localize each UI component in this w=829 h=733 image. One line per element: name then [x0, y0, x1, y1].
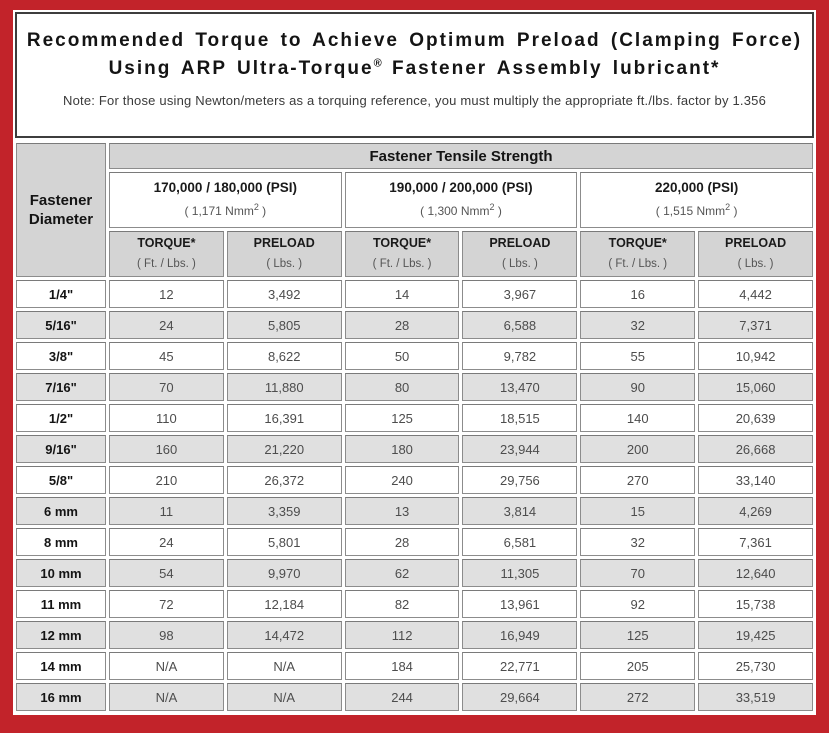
diameter-cell: 16 mm	[16, 683, 106, 711]
value-cell: 11,880	[227, 373, 342, 401]
table-row	[16, 621, 813, 649]
value-cell: 26,668	[698, 435, 813, 463]
value-cell: 15	[580, 497, 695, 525]
registered-trademark-symbol: ®	[373, 57, 382, 70]
value-cell: 70	[580, 559, 695, 587]
value-cell: 11	[109, 497, 224, 525]
preload-column-header: PRELOAD ( Lbs. )	[698, 231, 813, 277]
value-cell: 50	[345, 342, 460, 370]
diameter-cell: 1/2"	[16, 404, 106, 432]
value-cell: 24	[109, 311, 224, 339]
psi-group-190-200: 190,000 / 200,000 (PSI) ( 1,300 Nmm$^2$ )	[345, 172, 578, 228]
table-row	[16, 373, 813, 401]
value-cell: 13,470	[462, 373, 577, 401]
value-cell: 12,640	[698, 559, 813, 587]
value-cell: 11,305	[462, 559, 577, 587]
table-row	[16, 435, 813, 463]
value-cell: 62	[345, 559, 460, 587]
value-cell: 270	[580, 466, 695, 494]
value-cell: 82	[345, 590, 460, 618]
value-cell: 21,220	[227, 435, 342, 463]
value-cell: 125	[580, 621, 695, 649]
value-cell: 3,492	[227, 280, 342, 308]
value-cell: 205	[580, 652, 695, 680]
value-cell: 5,801	[227, 528, 342, 556]
table-row	[16, 497, 813, 525]
value-cell: 7,361	[698, 528, 813, 556]
value-cell: 3,359	[227, 497, 342, 525]
value-cell: 16,949	[462, 621, 577, 649]
table-row	[16, 559, 813, 587]
value-cell: 210	[109, 466, 224, 494]
value-cell: 16,391	[227, 404, 342, 432]
table-row	[16, 466, 813, 494]
value-cell: 12	[109, 280, 224, 308]
value-cell: N/A	[109, 683, 224, 711]
value-cell: 90	[580, 373, 695, 401]
document-page	[13, 10, 816, 715]
table-row	[16, 528, 813, 556]
value-cell: 180	[345, 435, 460, 463]
value-cell: 184	[345, 652, 460, 680]
value-cell: 110	[109, 404, 224, 432]
psi-group-220: 220,000 (PSI) ( 1,515 Nmm$^2$ )	[580, 172, 813, 228]
diameter-cell: 6 mm	[16, 497, 106, 525]
value-cell: 72	[109, 590, 224, 618]
value-cell: 15,060	[698, 373, 813, 401]
value-cell: N/A	[227, 683, 342, 711]
value-cell: 15,738	[698, 590, 813, 618]
torque-column-header: TORQUE* ( Ft. / Lbs. )	[580, 231, 695, 277]
value-cell: 4,442	[698, 280, 813, 308]
table-body	[16, 280, 813, 711]
value-cell: 92	[580, 590, 695, 618]
value-cell: 32	[580, 311, 695, 339]
value-cell: 6,588	[462, 311, 577, 339]
value-cell: 55	[580, 342, 695, 370]
value-cell: 3,967	[462, 280, 577, 308]
table-row	[16, 652, 813, 680]
value-cell: 6,581	[462, 528, 577, 556]
tensile-strength-header: Fastener Tensile Strength	[109, 143, 813, 169]
value-cell: 33,519	[698, 683, 813, 711]
value-cell: 13,961	[462, 590, 577, 618]
diameter-cell: 9/16"	[16, 435, 106, 463]
value-cell: 18,515	[462, 404, 577, 432]
value-cell: 7,371	[698, 311, 813, 339]
value-cell: 33,140	[698, 466, 813, 494]
value-cell: 200	[580, 435, 695, 463]
table-row	[16, 280, 813, 308]
preload-column-header: PRELOAD ( Lbs. )	[227, 231, 342, 277]
value-cell: 14	[345, 280, 460, 308]
value-cell: 125	[345, 404, 460, 432]
diameter-cell: 10 mm	[16, 559, 106, 587]
value-cell: 23,944	[462, 435, 577, 463]
value-cell: 4,269	[698, 497, 813, 525]
value-cell: 112	[345, 621, 460, 649]
value-cell: 14,472	[227, 621, 342, 649]
value-cell: 20,639	[698, 404, 813, 432]
value-cell: 28	[345, 311, 460, 339]
value-cell: 98	[109, 621, 224, 649]
value-cell: 29,664	[462, 683, 577, 711]
diameter-cell: 7/16"	[16, 373, 106, 401]
corner-header-fastener-diameter: Fastener Diameter	[16, 143, 106, 277]
value-cell: 54	[109, 559, 224, 587]
value-cell: 10,942	[698, 342, 813, 370]
column-header-row	[16, 231, 813, 277]
diameter-cell: 5/8"	[16, 466, 106, 494]
torque-table	[13, 140, 816, 714]
value-cell: 8,622	[227, 342, 342, 370]
diameter-cell: 8 mm	[16, 528, 106, 556]
value-cell: 24	[109, 528, 224, 556]
value-cell: 12,184	[227, 590, 342, 618]
value-cell: 13	[345, 497, 460, 525]
preload-column-header: PRELOAD ( Lbs. )	[462, 231, 577, 277]
value-cell: 32	[580, 528, 695, 556]
title-line-2: Using ARP Ultra-Torque® Fastener Assembly lubricant*	[108, 57, 721, 79]
psi-group-170-180: 170,000 / 180,000 (PSI) ( 1,171 Nmm$^2$ )	[109, 172, 342, 228]
value-cell: 45	[109, 342, 224, 370]
psi-header-row	[16, 172, 813, 228]
title-card	[15, 12, 814, 138]
table-row	[16, 311, 813, 339]
value-cell: 28	[345, 528, 460, 556]
value-cell: 9,970	[227, 559, 342, 587]
note-text: Note: For those using Newton/meters as a torquing reference, you must multiply the appropriate ft./lbs. factor by 1.356	[62, 93, 767, 109]
value-cell: 272	[580, 683, 695, 711]
value-cell: 25,730	[698, 652, 813, 680]
torque-column-header: TORQUE* ( Ft. / Lbs. )	[345, 231, 460, 277]
value-cell: 19,425	[698, 621, 813, 649]
value-cell: 140	[580, 404, 695, 432]
value-cell: 240	[345, 466, 460, 494]
value-cell: 160	[109, 435, 224, 463]
value-cell: 244	[345, 683, 460, 711]
diameter-cell: 1/4"	[16, 280, 106, 308]
value-cell: N/A	[109, 652, 224, 680]
torque-column-header: TORQUE* ( Ft. / Lbs. )	[109, 231, 224, 277]
value-cell: 5,805	[227, 311, 342, 339]
diameter-cell: 12 mm	[16, 621, 106, 649]
diameter-cell: 11 mm	[16, 590, 106, 618]
value-cell: 3,814	[462, 497, 577, 525]
diameter-cell: 3/8"	[16, 342, 106, 370]
diameter-cell: 5/16"	[16, 311, 106, 339]
value-cell: 9,782	[462, 342, 577, 370]
table-row	[16, 342, 813, 370]
page-title	[17, 27, 812, 82]
table-row	[16, 590, 813, 618]
value-cell: 80	[345, 373, 460, 401]
table-row	[16, 683, 813, 711]
diameter-cell: 14 mm	[16, 652, 106, 680]
value-cell: 26,372	[227, 466, 342, 494]
value-cell: 29,756	[462, 466, 577, 494]
tensile-header-row	[16, 143, 813, 169]
value-cell: N/A	[227, 652, 342, 680]
value-cell: 70	[109, 373, 224, 401]
title-line-1: Recommended Torque to Achieve Optimum Preload (Clamping Force)	[26, 30, 803, 51]
value-cell: 22,771	[462, 652, 577, 680]
value-cell: 16	[580, 280, 695, 308]
table-row	[16, 404, 813, 432]
